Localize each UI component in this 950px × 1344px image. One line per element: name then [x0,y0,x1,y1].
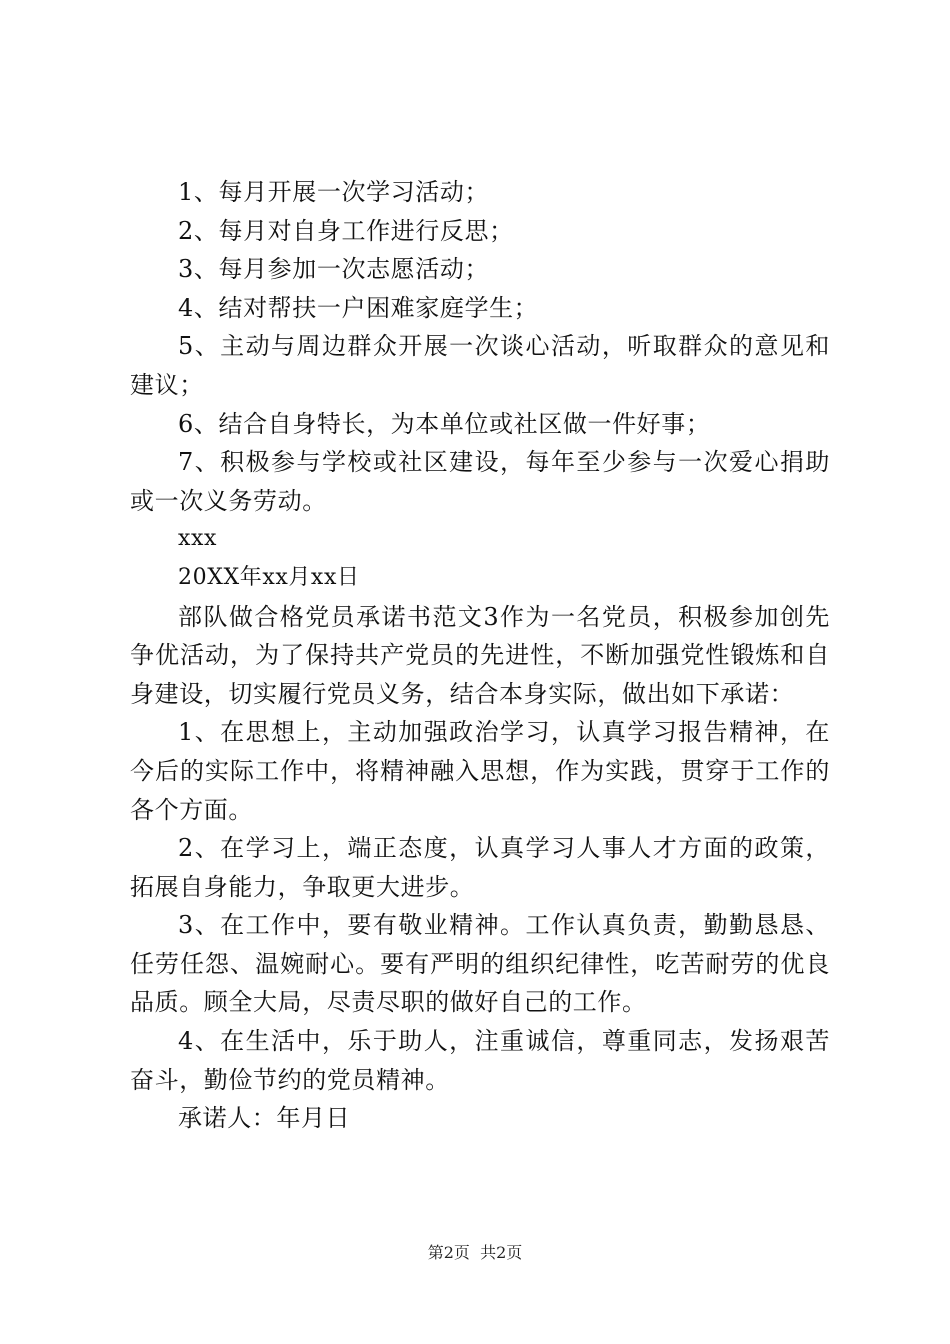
commitment-item-2: 2、在学习上，端正态度，认真学习人事人才方面的政策，拓展自身能力，争取更大进步。 [130,834,830,901]
document-body [130,173,830,1138]
paragraph-item-2: 2、每月对自身工作进行反思； [178,216,514,245]
paragraph-item-4: 4、结对帮扶一户困难家庭学生； [178,293,539,322]
paragraph-item-7: 7、积极参与学校或社区建设，每年至少参与一次爱心捐助或一次义务劳动。 [130,448,830,515]
commitment-item-1: 1、在思想上，主动加强政治学习，认真学习报告精神，在今后的实际工作中，将精神融入思想，作为实践，贯穿于工作的各个方面。 [130,718,830,824]
paragraph-item-5: 5、主动与周边群众开展一次谈心活动，听取群众的意见和建议； [130,332,830,399]
promisor-line: 承诺人：年月日 [178,1104,351,1133]
signature-name: xxx [178,526,218,552]
paragraph-item-6: 6、结合自身特长，为本单位或社区做一件好事； [178,409,711,438]
signature-date: 20XX年xx月xx日 [178,564,360,590]
commitment-item-3: 3、在工作中，要有敬业精神。工作认真负责，勤勤恳恳、任劳任怨、温婉耐心。要有严明的组织纪律性，吃苦耐劳的优良品质。顾全大局，尽责尽职的做好自己的工作。 [130,911,830,1017]
paragraph-item-3: 3、每月参加一次志愿活动； [178,255,490,284]
commitment-item-4: 4、在生活中，乐于助人，注重诚信，尊重同志，发扬艰苦奋斗，勤俭节约的党员精神。 [130,1027,830,1094]
commitment-intro: 部队做合格党员承诺书范文3作为一名党员，积极参加创先争优活动，为了保持共产党员的先进性，不断加强党性锻炼和自身建设，切实履行党员义务，结合本身实际，做出如下承诺： [130,602,830,708]
paragraph-item-1: 1、每月开展一次学习活动； [178,178,490,206]
page-number: 第2页 共2页 [427,1243,523,1262]
page-footer [0,1243,950,1263]
